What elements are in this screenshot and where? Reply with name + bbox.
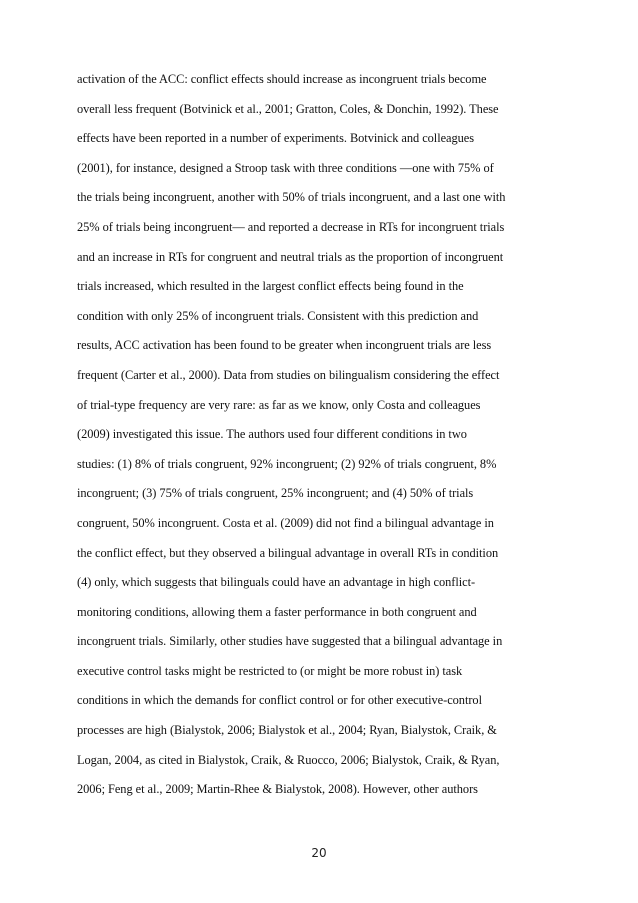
page-number: 20 [311, 846, 327, 860]
text-line: incongruent; (3) 75% of trials congruent, 25% incongruent; and (4) 50% of trials [77, 486, 474, 501]
text-line: incongruent trials. Similarly, other studies have suggested that a bilingual advantage in [77, 634, 503, 649]
body-text [77, 65, 547, 805]
text-line: (4) only, which suggests that bilinguals could have an advantage in high conflict- [77, 575, 476, 590]
text-line: activation of the ACC: conflict effects should increase as incongruent trials become [77, 72, 487, 86]
text-line: trials increased, which resulted in the largest conflict effects being found in the [77, 279, 464, 294]
text-line: congruent, 50% incongruent. Costa et al. (2009) did not find a bilingual advantage in [77, 515, 494, 530]
text-line: monitoring conditions, allowing them a faster performance in both congruent and [77, 604, 477, 619]
text-line: 2006; Feng et al., 2009; Martin-Rhee & Bialystok, 2008). However, other authors [77, 782, 478, 797]
text-line: (2009) investigated this issue. The authors used four different conditions in two [77, 427, 467, 442]
text-line: studies: (1) 8% of trials congruent, 92% incongruent; (2) 92% of trials congruent, 8% [77, 456, 497, 471]
text-line: frequent (Carter et al., 2000). Data from studies on bilingualism considering the effect [77, 367, 500, 382]
text-line: overall less frequent (Botvinick et al., 2001; Gratton, Coles, & Donchin, 1992). These [77, 101, 499, 116]
text-line: processes are high (Bialystok, 2006; Bialystok et al., 2004; Ryan, Bialystok, Craik, & [77, 723, 497, 738]
text-line: conditions in which the demands for conflict control or for other executive-control [77, 693, 482, 708]
text-line: condition with only 25% of incongruent trials. Consistent with this prediction and [77, 308, 479, 323]
text-line: effects have been reported in a number of experiments. Botvinick and colleagues [77, 131, 474, 146]
text-line: the trials being incongruent, another with 50% of trials incongruent, and a last one with [77, 190, 506, 205]
text-line: (2001), for instance, designed a Stroop task with three conditions —one with 75% of [77, 160, 494, 175]
text-line: results, ACC activation has been found to be greater when incongruent trials are less [77, 338, 492, 353]
text-line: and an increase in RTs for congruent and neutral trials as the proportion of incongruent [77, 249, 504, 264]
text-line: the conflict effect, but they observed a bilingual advantage in overall RTs in condition [77, 545, 499, 560]
text-line: executive control tasks might be restricted to (or might be more robust in) task [77, 663, 463, 678]
text-line: of trial-type frequency are very rare: as far as we know, only Costa and colleagues [77, 397, 481, 412]
text-line: 25% of trials being incongruent— and reported a decrease in RTs for incongruent trials [77, 219, 505, 234]
text-line: Logan, 2004, as cited in Bialystok, Craik, & Ruocco, 2006; Bialystok, Craik, & Ryan, [77, 752, 500, 767]
